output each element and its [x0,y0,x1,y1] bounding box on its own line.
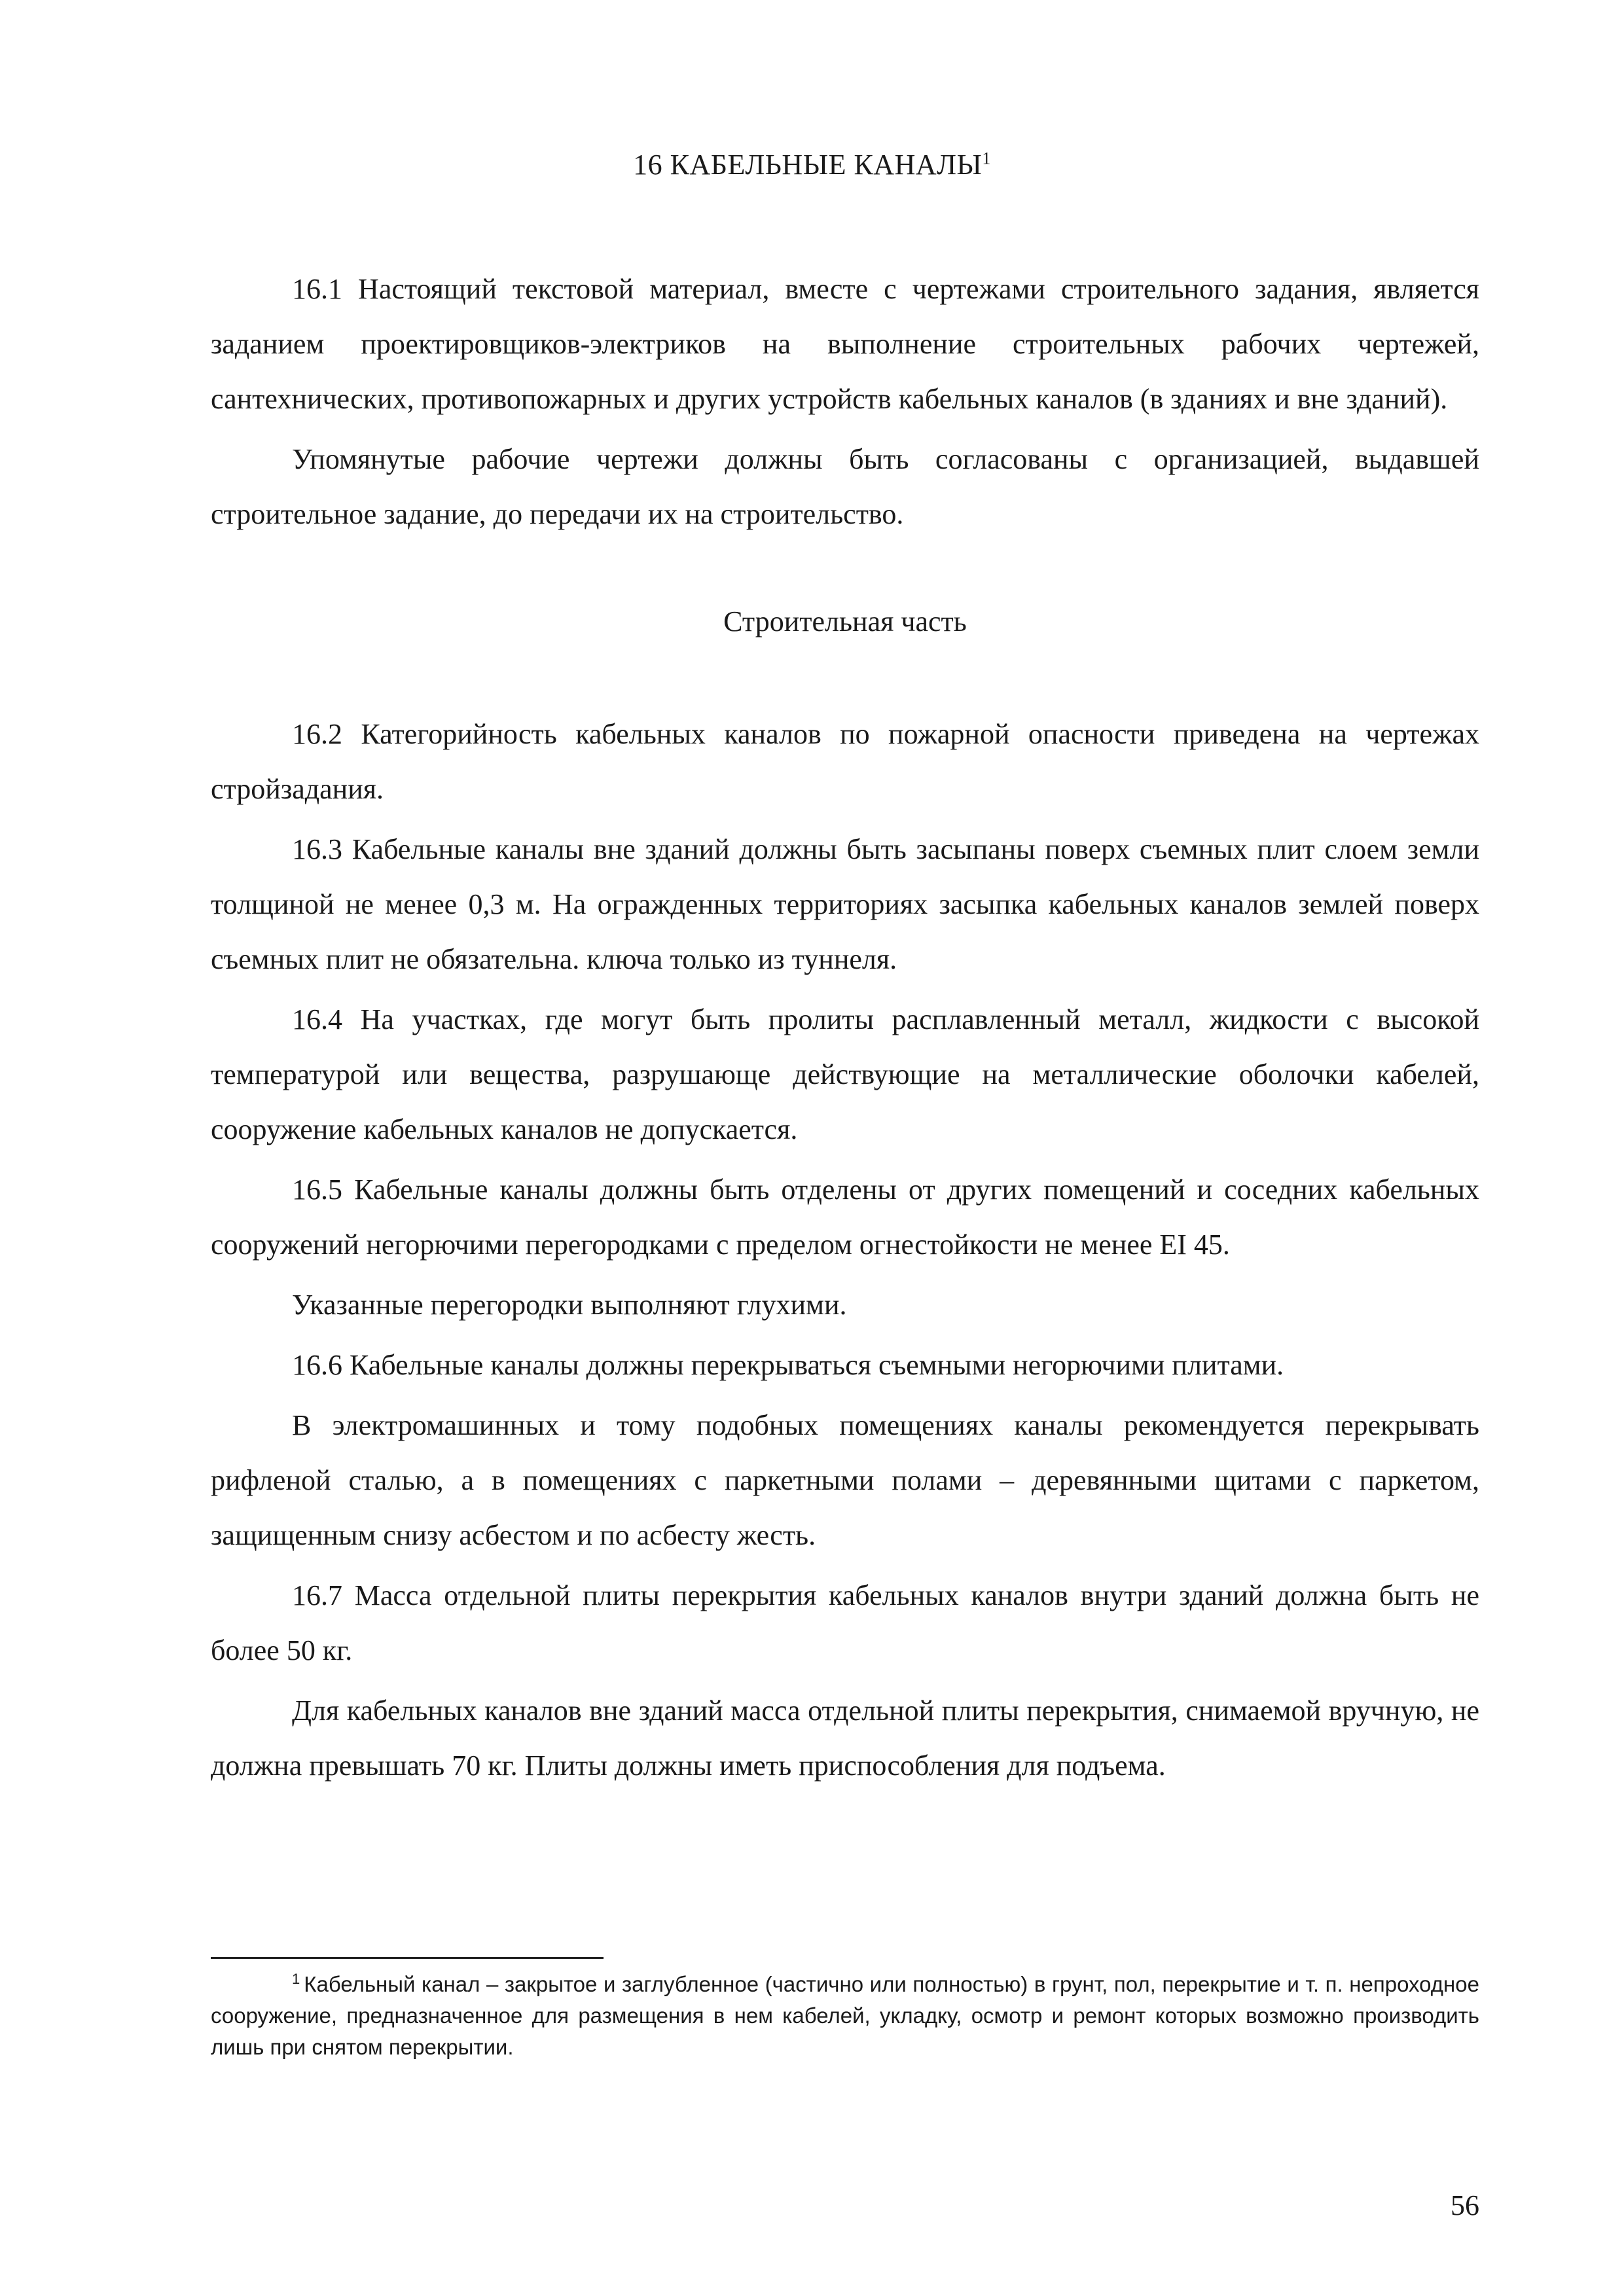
paragraph: В электромашинных и тому подобных помещениях каналы рекомендуется перекрывать рифленой сталью, а в помещениях с паркетными полами – деревянными щитами с паркетом, защищенным снизу асбестом и по асбесту жесть. [211,1409,1479,1551]
title-text: 16 КАБЕЛЬНЫЕ КАНАЛЫ [633,149,983,181]
page-title [0,145,1624,185]
page-number: 56 [1451,2189,1479,2221]
footnote-marker: 1 [292,1971,300,1987]
paragraph-16-4: 16.4 На участках, где могут быть пролиты расплавленный металл, жидкости с высокой температурой или вещества, разрушающе действующие на металлические оболочки кабелей, сооружение кабельных каналов не допускается. [211,1003,1479,1145]
paragraph-16-2: 16.2 Категорийность кабельных каналов по пожарной опасности приведена на чертежах стройзадания. [211,718,1479,805]
paragraph-16-1: 16.1 Настоящий текстовой материал, вместе с чертежами строительного задания, является заданием проектировщиков-электриков на выполнение строительных рабочих чертежей, сантехнических, противопожарных и других устройств кабельных каналов (в зданиях и вне зданий). [211,273,1479,415]
paragraph: Указанные перегородки выполняют глухими. [292,1289,847,1321]
document-body [211,262,1479,1799]
footnote-text: Кабельный канал – закрытое и заглубленное (частично или полностью) в грунт, пол, перекрытие и т. п. непроходное сооружение, предназначенное для размещения в нем кабелей, укладку, осмотр и ремонт которых возможно производить лишь при снятом перекрытии. [211,1972,1479,2059]
section-heading: Строительная часть [723,605,967,637]
footnote [211,1969,1479,2063]
paragraph: Для кабельных каналов вне зданий масса отдельной плиты перекрытия, снимаемой вручную, не должна превышать 70 кг. Плиты должны иметь приспособления для подъема. [211,1695,1479,1782]
title-footnote-marker: 1 [982,149,991,168]
footnote-divider [211,1957,604,1959]
paragraph-16-7: 16.7 Масса отдельной плиты перекрытия кабельных каналов внутри зданий должна быть не более 50 кг. [211,1579,1479,1666]
paragraph-16-5: 16.5 Кабельные каналы должны быть отделены от других помещений и соседних кабельных сооружений негорючими перегородками с пределом огнестойкости не менее EI 45. [211,1174,1479,1261]
paragraph: Упомянутые рабочие чертежи должны быть согласованы с организацией, выдавшей строительное задание, до передачи их на строительство. [211,443,1479,530]
paragraph-16-6: 16.6 Кабельные каналы должны перекрываться съемными негорючими плитами. [292,1349,1284,1381]
paragraph-16-3: 16.3 Кабельные каналы вне зданий должны быть засыпаны поверх съемных плит слоем земли толщиной не менее 0,3 м. На огражденных территориях засыпка кабельных каналов землей поверх съемных плит не обязательна. ключа только из туннеля. [211,833,1479,975]
